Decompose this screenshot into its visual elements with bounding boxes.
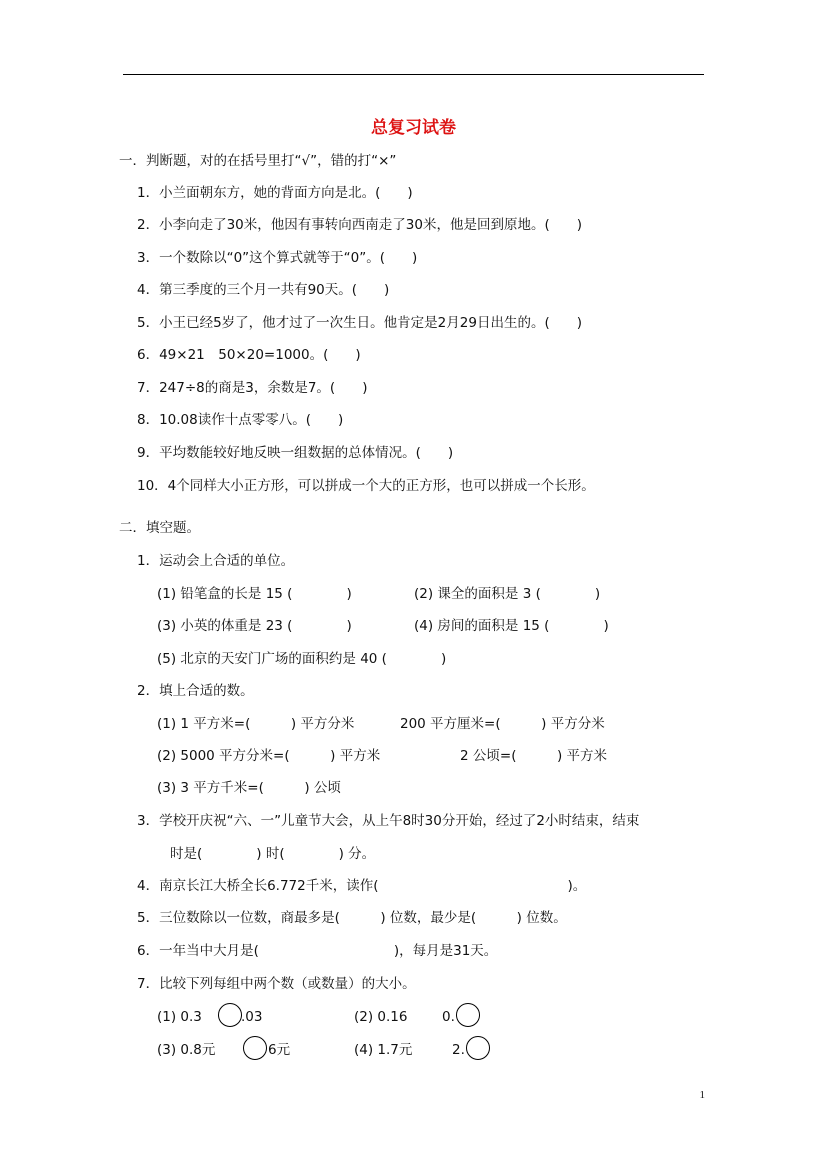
compare-circle-b[interactable]: [456, 1003, 480, 1027]
question-1-9: 9．平均数能较好地反映一组数据的总体情况。( ): [137, 445, 454, 461]
question-2-1-b: (2) 课全的面积是 3 ( ): [414, 586, 601, 602]
question-2-1-e: (5) 北京的天安门广场的面积约是 40 ( ): [157, 651, 447, 667]
compare-c-left: (3) 0.8元: [157, 1042, 216, 1058]
compare-d-right: 2.: [452, 1042, 465, 1058]
page-title: 总复习试卷: [371, 118, 456, 138]
compare-a-right: .03: [241, 1009, 263, 1025]
compare-c-right: 6元: [268, 1042, 291, 1058]
question-2-2: 2．填上合适的数。: [137, 683, 254, 699]
question-1-7: 7．247÷8的商是3，余数是7。( ): [137, 380, 368, 396]
question-1-5: 5．小王已经5岁了，他才过了一次生日。他肯定是2月29日出生的。( ): [137, 315, 582, 331]
section2-heading: 二．填空题。: [119, 520, 200, 536]
question-1-2: 2．小李向走了30米，他因有事转向西南走了30米，他是回到原地。( ): [137, 217, 582, 233]
header-rule: [123, 74, 704, 75]
question-2-1: 1．运动会上合适的单位。: [137, 553, 295, 569]
question-1-4: 4．第三季度的三个月一共有90天。( ): [137, 282, 390, 298]
section1-heading: 一．判断题，对的在括号里打“√”，错的打“×”: [119, 153, 397, 169]
question-1-6: 6．49×21 50×20=1000。( ): [137, 347, 361, 363]
page-number: 1: [699, 1089, 705, 1101]
question-2-5: 5．三位数除以一位数，商最多是( ) 位数，最少是( ) 位数。: [137, 910, 567, 926]
compare-circle-d[interactable]: [466, 1036, 490, 1060]
compare-circle-c[interactable]: [243, 1036, 267, 1060]
question-1-8: 8．10.08读作十点零零八。( ): [137, 412, 344, 428]
question-2-2-a: (1) 1 平方米=( ) 平方分米: [157, 716, 355, 732]
compare-d-left: (4) 1.7元: [354, 1042, 413, 1058]
question-1-3: 3．一个数除以“0”这个算式就等于“0”。( ): [137, 250, 418, 266]
compare-b-right: 0.: [442, 1009, 455, 1025]
question-2-6: 6．一年当中大月是( )，每月是31天。: [137, 943, 498, 959]
question-2-3-line2: 时是( ) 时( ) 分。: [170, 846, 376, 862]
question-2-1-c: (3) 小英的体重是 23 ( ): [157, 618, 352, 634]
question-2-4: 4．南京长江大桥全长6.772千米，读作( )。: [137, 878, 587, 894]
question-2-2-e: (3) 3 平方千米=( ) 公顷: [157, 780, 341, 796]
question-1-1: 1．小兰面朝东方，她的背面方向是北。( ): [137, 185, 413, 201]
compare-b-left: (2) 0.16: [354, 1009, 408, 1025]
compare-circle-a[interactable]: [218, 1003, 242, 1027]
question-2-1-a: (1) 铅笔盒的长是 15 ( ): [157, 586, 352, 602]
question-2-2-b: 200 平方厘米=( ) 平方分米: [400, 716, 605, 732]
question-2-1-d: (4) 房间的面积是 15 ( ): [414, 618, 609, 634]
question-2-2-c: (2) 5000 平方分米=( ) 平方米: [157, 748, 381, 764]
question-2-2-d: 2 公顷=( ) 平方米: [460, 748, 608, 764]
question-2-3-line1: 3．学校开庆祝“六、一”儿童节大会，从上午8时30分开始，经过了2小时结束，结束: [137, 813, 640, 829]
question-2-7: 7．比较下列每组中两个数（或数量）的大小。: [137, 976, 416, 992]
compare-a-left: (1) 0.3: [157, 1009, 202, 1025]
question-1-10: 10．4个同样大小正方形，可以拼成一个大的正方形，也可以拼成一个长形。: [137, 478, 595, 494]
